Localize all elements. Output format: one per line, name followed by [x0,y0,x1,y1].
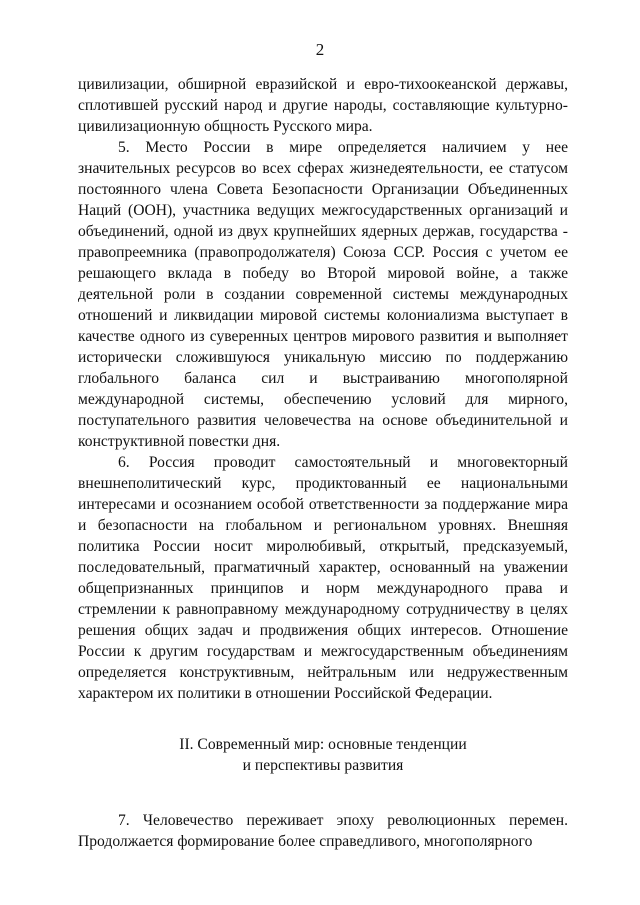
document-body [78,74,568,852]
section-heading-line-1: II. Современный мир: основные тенденции [179,736,467,753]
section-heading-line-2: и перспективы развития [242,757,404,774]
page-number: 2 [315,40,325,59]
section-heading [78,734,568,776]
paragraph-6: 6. Россия проводит самостоятельный и многовекторный внешнеполитический курс, продиктованный ее национальными интересами и осознанием особой ответственности за поддержание мира и безопасности на глобальном и региональном уровнях. Внешняя политика России носит миролюбивый, открытый, предсказуемый, последовательный, прагматичный характер, основанный на уважении общепризнанных принципов и норм международного права и стремлении к равноправному международному сотрудничеству в целях решения общих задач и продвижения общих интересов. Отношение России к другим государствам и межгосударственным объединениям определяется конструктивным, нейтральным или недружественным характером их политики в отношении Российской Федерации. [78,454,568,702]
paragraph-7: 7. Человечество переживает эпоху революционных перемен. Продолжается формирование более справедливого, многополярного [78,812,568,850]
paragraph-5: 5. Место России в мире определяется наличием у нее значительных ресурсов во всех сферах жизнедеятельности, ее статусом постоянного члена Совета Безопасности Организации Объединенных Наций (ООН), участника ведущих межгосударственных организаций и объединений, одной из двух крупнейших ядерных держав, государства - правопреемника (правопродолжателя) Союза ССР. Россия с учетом ее решающего вклада в победу во Второй мировой войне, а также деятельной роли в создании современной системы международных отношений и ликвидации мировой системы колониализма выступает в качестве одного из суверенных центров мирового развития и выполняет исторически сложившуюся уникальную миссию по поддержанию глобального баланса сил и выстраиванию многополярной международной системы, обеспечению условий для мирного, поступательного развития человечества на основе объединительной и конструктивной повестки дня. [78,139,568,450]
paragraph-continued: цивилизации, обширной евразийской и евро-тихоокеанской державы, сплотившей русский народ и другие народы, составляющие культурно-цивилизационную общность Русского мира. [78,76,568,135]
